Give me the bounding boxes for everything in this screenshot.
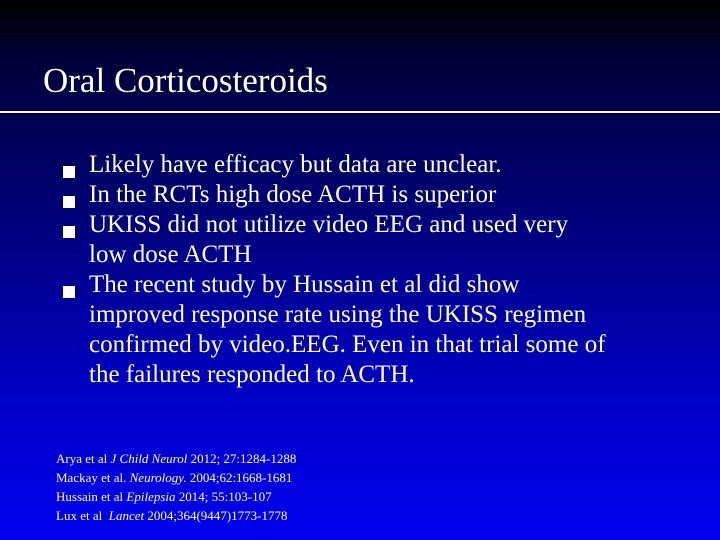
reference-line: [56, 487, 296, 506]
references: [56, 449, 296, 525]
bullet-text: In the RCTs high dose ACTH is superior: [89, 181, 497, 208]
reference-authors: Arya et al: [56, 451, 111, 466]
square-bullet-icon: [63, 196, 75, 208]
reference-citation: 2004;364(9447)1773-1778: [144, 508, 288, 523]
reference-journal: Epilepsia: [126, 489, 176, 504]
reference-line: [56, 468, 296, 487]
square-bullet-icon: [63, 226, 75, 238]
square-bullet-icon: [63, 166, 75, 178]
reference-authors: Hussain et al: [56, 489, 127, 504]
bullet-text: Likely have efficacy but data are unclear.: [89, 151, 502, 178]
reference-authors: Mackay et al.: [56, 470, 130, 485]
reference-citation: 2004;62:1668-1681: [186, 470, 293, 485]
reference-journal: J Child Neurol: [110, 451, 188, 466]
bullet-text: The recent study by Hussain et al did show improved response rate using the UKISS regimen confirmed by video.EEG. Even in that trial some of the failures responded to ACTH.: [89, 271, 606, 388]
bullet-text: UKISS did not utilize video EEG and used very low dose ACTH: [89, 211, 569, 268]
slide-title: Oral Corticosteroids: [43, 61, 328, 100]
reference-line: [56, 449, 296, 468]
title-divider: [0, 111, 720, 113]
bullet-item: [0, 180, 679, 210]
reference-journal: Neurology.: [129, 470, 187, 485]
reference-citation: 2014; 55:103-107: [175, 489, 272, 504]
bullet-item: [0, 210, 679, 270]
reference-line: [56, 506, 296, 525]
reference-citation: 2012; 27:1284-1288: [187, 451, 297, 466]
bullet-list: [0, 150, 720, 390]
reference-authors: Lux et al: [56, 508, 109, 523]
reference-journal: Lancet: [108, 508, 145, 523]
square-bullet-icon: [63, 286, 75, 298]
bullet-item: [0, 270, 679, 390]
bullet-item: [0, 150, 679, 180]
